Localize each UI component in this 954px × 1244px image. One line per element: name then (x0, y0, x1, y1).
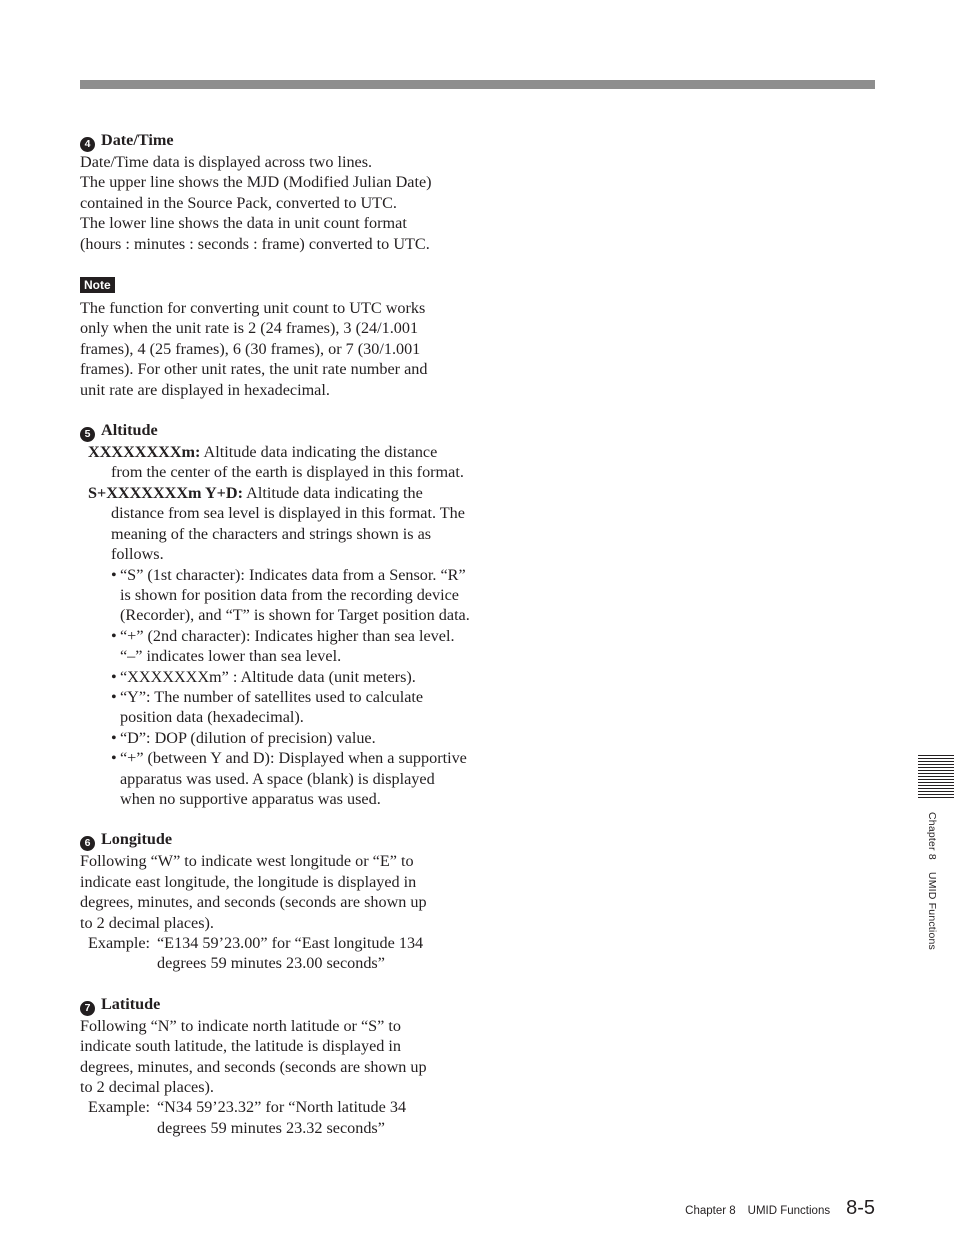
altitude-term-1-text: Altitude data indicating the distance from the center of the earth is displayed in this format. (111, 443, 464, 482)
list-item: • “+” (between Y and D): Displayed when a supportive apparatus was used. A space (blank) is displayed when no supportive apparatus was used. (111, 749, 467, 808)
latitude-line-4: to 2 decimal places). (80, 1078, 214, 1097)
date-time-line-1: Date/Time data is displayed across two lines. (80, 153, 373, 171)
footer-title: UMID Functions (747, 1205, 831, 1217)
altitude-bullet-list (80, 565, 470, 810)
list-item: • “+” (2nd character): Indicates higher than sea level. “–” indicates lower than sea level. (111, 626, 455, 666)
chapter-thumb-tab (918, 755, 954, 800)
list-item: • “XXXXXXXm” : Altitude data (unit meters). (111, 667, 416, 686)
side-chapter-label (926, 812, 938, 950)
header-rule (80, 80, 875, 89)
latitude-line-3: degrees, minutes, and seconds (seconds are shown up (80, 1057, 427, 1076)
side-chapter: Chapter 8 (926, 812, 938, 860)
note-line-5: unit rate are displayed in hexadecimal. (80, 380, 330, 399)
altitude-term-2-text: Altitude data indicating the distance from sea level is displayed in this format. The meaning of the characters and strings shown is as follows. (111, 483, 465, 564)
note-line-4: frames). For other unit rates, the unit rate number and (80, 360, 428, 379)
note-badge: Note (80, 277, 115, 293)
note-line-2: only when the unit rate is 2 (24 frames), 3 (24/1.001 (80, 319, 419, 338)
date-time-heading-text: Date/Time (101, 131, 174, 149)
circled-number-6: 6 (80, 836, 95, 851)
circled-number-5: 5 (80, 427, 95, 442)
note-line-1: The function for converting unit count to UTC works (80, 299, 426, 318)
list-item: • “S” (1st character): Indicates data from a Sensor. “R” is shown for position data from the recording device (Recorder), and “T” is shown for Target position data. (111, 565, 470, 625)
side-title: UMID Functions (926, 871, 938, 950)
date-time-line-4: The lower line shows the data in unit count format (80, 214, 407, 233)
footer-chapter: Chapter 8 (685, 1205, 736, 1217)
section-heading-latitude (80, 994, 470, 1016)
altitude-term-1 (80, 442, 470, 483)
latitude-line-1: Following “N” to indicate north latitude or “S” to (80, 1016, 401, 1035)
longitude-line-3: degrees, minutes, and seconds (seconds are shown up (80, 893, 427, 912)
longitude-example-text: “E134 59’23.00” for “East longitude 134 degrees 59 minutes 23.00 seconds” (157, 934, 424, 973)
latitude-example (80, 1097, 470, 1138)
page-footer (685, 1197, 875, 1220)
page-number: 8-5 (846, 1197, 875, 1219)
date-time-line-2: The upper line shows the MJD (Modified Julian Date) (80, 173, 432, 192)
latitude-line-2: indicate south latitude, the latitude is displayed in (80, 1037, 401, 1056)
date-time-line-5: (hours : minutes : seconds : frame) converted to UTC. (80, 234, 430, 253)
latitude-heading-text: Latitude (101, 994, 161, 1013)
circled-number-4: 4 (80, 137, 95, 152)
section-heading-altitude (80, 420, 470, 442)
section-heading-longitude (80, 829, 470, 851)
altitude-term-2 (80, 483, 470, 565)
list-item: • “D”: DOP (dilution of precision) value. (111, 728, 376, 747)
altitude-term-2-label: S+XXXXXXXm Y+D: (88, 483, 243, 502)
latitude-example-text: “N34 59’23.32” for “North latitude 34 degrees 59 minutes 23.32 seconds” (157, 1098, 407, 1137)
latitude-example-label: Example: (88, 1098, 151, 1117)
main-column (80, 130, 470, 1138)
longitude-heading-text: Longitude (101, 830, 173, 849)
circled-number-7: 7 (80, 1001, 95, 1016)
section-heading-date-time (80, 130, 470, 152)
altitude-term-1-label: XXXXXXXXm: (88, 443, 201, 462)
longitude-line-4: to 2 decimal places). (80, 913, 214, 932)
longitude-example-label: Example: (88, 934, 151, 952)
longitude-line-2: indicate east longitude, the longitude is displayed in (80, 872, 417, 891)
longitude-example (80, 933, 470, 974)
note-line-3: frames), 4 (25 frames), 6 (30 frames), or 7 (30/1.001 (80, 339, 421, 358)
list-item: • “Y”: The number of satellites used to calculate position data (hexadecimal). (111, 687, 424, 727)
altitude-heading-text: Altitude (101, 421, 158, 440)
date-time-line-3: contained in the Source Pack, converted to UTC. (80, 193, 397, 212)
longitude-line-1: Following “W” to indicate west longitude or “E” to (80, 852, 414, 871)
